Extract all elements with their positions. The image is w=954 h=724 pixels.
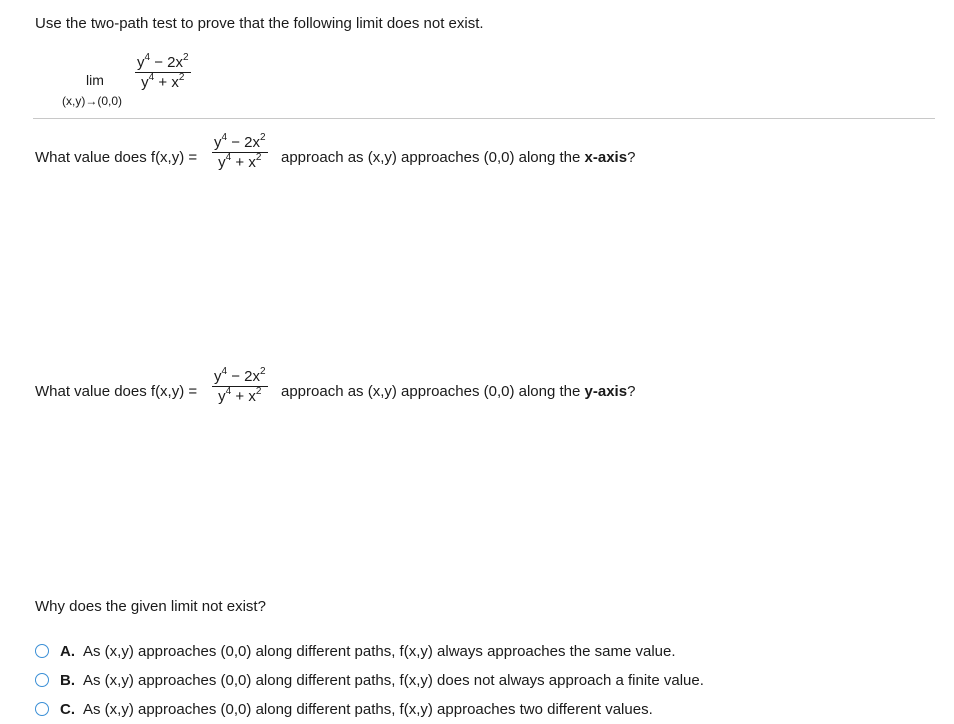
q1-fraction-denominator: $y^4 + x^2$ bbox=[218, 152, 262, 171]
option-b-letter: B. bbox=[60, 671, 75, 689]
q1-prefix: What value does f(x,y) = bbox=[35, 149, 198, 166]
why-question: Why does the given limit not exist? bbox=[35, 598, 266, 615]
radio-b-icon[interactable] bbox=[35, 673, 49, 687]
fraction-denominator: $y^4 + x^2$ bbox=[141, 72, 185, 91]
limit-subscript: (x,y)→(0,0) bbox=[62, 94, 122, 108]
radio-c-icon[interactable] bbox=[35, 702, 49, 716]
option-c-letter: C. bbox=[60, 700, 75, 718]
q1-emphasis: x-axis bbox=[584, 149, 628, 166]
option-a[interactable] bbox=[35, 640, 676, 662]
q2-prefix: What value does f(x,y) = bbox=[35, 383, 198, 400]
q2-fraction-numerator: $y^4 - 2x^2$ bbox=[214, 366, 266, 385]
q2-text: approach as (x,y) approaches (0,0) along the y-axis? bbox=[281, 383, 636, 400]
q1-fraction-numerator: $y^4 - 2x^2$ bbox=[214, 132, 266, 151]
fraction-numerator: $y^4 - 2x^2$ bbox=[137, 52, 189, 71]
q1-text: approach as (x,y) approaches (0,0) along the x-axis? bbox=[281, 149, 636, 166]
section-divider bbox=[33, 118, 935, 119]
option-c[interactable] bbox=[35, 698, 653, 720]
q2-fraction bbox=[212, 368, 268, 405]
q2-fraction-denominator: $y^4 + x^2$ bbox=[218, 386, 262, 405]
problem-prompt: Use the two-path test to prove that the following limit does not exist. bbox=[35, 15, 484, 32]
option-b-text: As (x,y) approaches (0,0) along different paths, f(x,y) does not always approach a finite value. bbox=[83, 671, 704, 689]
option-c-text: As (x,y) approaches (0,0) along different paths, f(x,y) approaches two different values. bbox=[83, 700, 653, 718]
radio-a-icon[interactable] bbox=[35, 644, 49, 658]
q1-fraction bbox=[212, 134, 268, 171]
limit-word: lim bbox=[86, 72, 104, 88]
option-b[interactable] bbox=[35, 669, 704, 691]
option-a-letter: A. bbox=[60, 642, 75, 660]
option-a-text: As (x,y) approaches (0,0) along different paths, f(x,y) always approaches the same value. bbox=[83, 642, 676, 660]
q2-emphasis: y-axis bbox=[584, 383, 628, 400]
limit-fraction bbox=[135, 54, 191, 91]
